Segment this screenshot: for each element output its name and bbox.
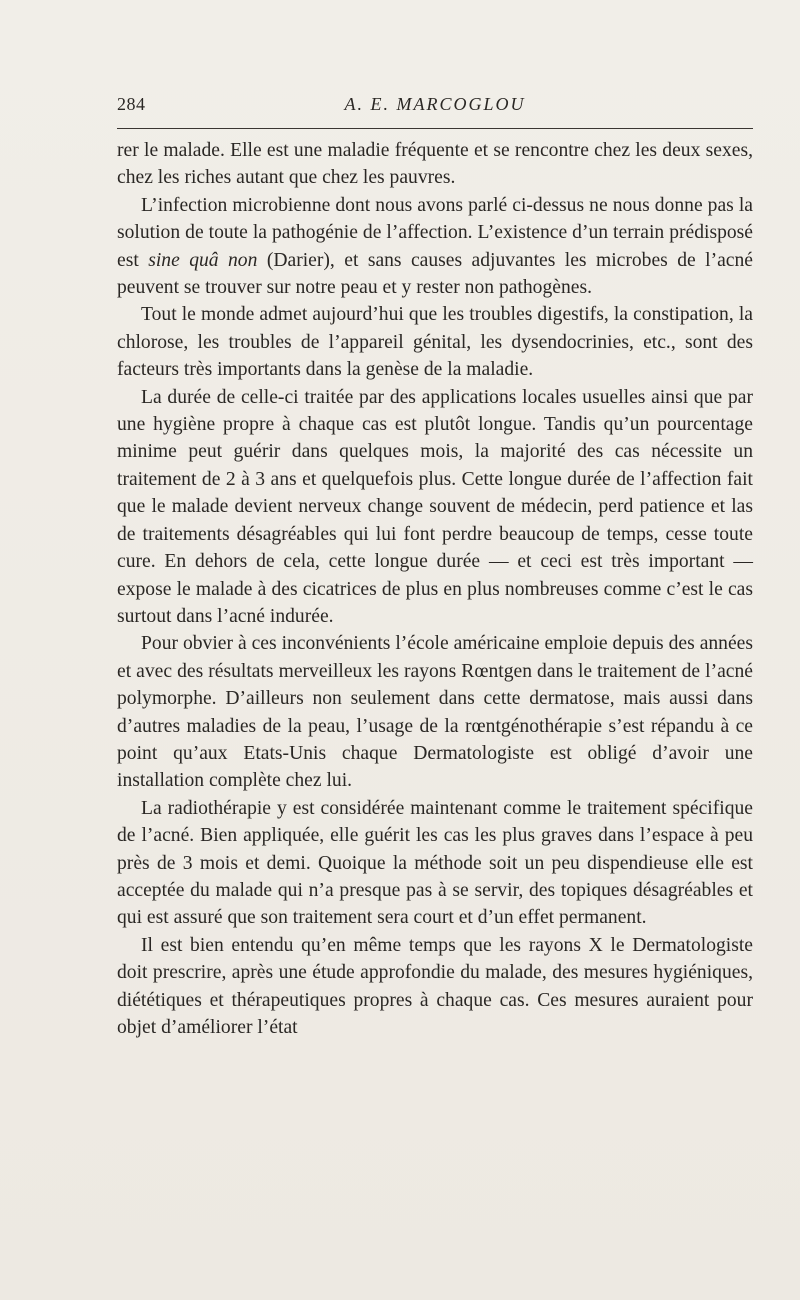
page-header	[117, 94, 753, 122]
paragraph-6: La radiothérapie y est considérée maintenant comme le traitement spécifique de l’acné. Bien appliquée, elle guérit les cas les plus graves dans l’espace à peu près de 3 mois et demi. Quoique la méthode soit un peu dispendieuse elle est acceptée du malade qui n’a presque pas à se servir, des topiques désagréables et qui est assuré que son traitement sera court et d’un effet permanent.	[117, 797, 753, 929]
paragraph-5: Pour obvier à ces inconvénients l’école américaine emploie depuis des années et avec des résultats merveilleux les rayons Rœntgen dans le traitement de l’acné polymorphe. D’ailleurs non seulement dans cette dermatose, mais aussi dans d’autres maladies de la peau, l’usage de la rœntgénothérapie s’est répandu à ce point qu’aux Etats-Unis chaque Dermatologiste est obligé d’avoir une installation complète chez lui.	[117, 633, 753, 792]
latin-phrase: sine quâ non	[148, 249, 258, 271]
paragraph-7: Il est bien entendu qu’en même temps que les rayons X le Dermatologiste doit prescrire, après une étude approfondie du malade, des mesures hygiéniques, diététiques et thérapeutiques propres à chaque cas. Ces mesures auraient pour objet d’améliorer l’état	[117, 934, 753, 1038]
paragraph-2-text-b: (Darier), et sans causes adjuvantes les microbes de l’acné peuvent se trouver sur notre peau et y rester non pathogènes.	[117, 249, 753, 299]
paragraph-1: rer le malade. Elle est une maladie fréquente et se rencontre chez les deux sexes, chez les riches autant que chez les pauvres.	[117, 140, 753, 189]
header-rule	[117, 128, 753, 129]
page-number: 284	[117, 94, 146, 114]
paragraph-2	[117, 192, 753, 302]
paragraph-2-text-a: L’infection microbienne dont nous avons parlé ci-dessus ne nous donne pas la solution de toute la pathogénie de l’affection. L’existence d’un terrain prédisposé est	[117, 194, 753, 271]
running-title: A. E. MARCOGLOU	[344, 94, 526, 114]
paragraph-4: La durée de celle-ci traitée par des applications locales usuelles ainsi que par une hygiène propre à chaque cas est plutôt longue. Tandis qu’un pourcentage minime peut guérir dans quelques mois, la majorité des cas nécessite un traitement de 2 à 3 ans et quelquefois plus. Cette longue durée de l’affection fait que le malade devient nerveux change souvent de médecin, perd patience et las de traitements désagréables qui lui font perdre beaucoup de temps, cesse toute cure. En dehors de cela, cette longue durée — et ceci est très important — expose le malade à des cicatrices de plus en plus nombreuses comme c’est le cas surtout dans l’acné indurée.	[117, 386, 753, 627]
paragraph-3: Tout le monde admet aujourd’hui que les troubles digestifs, la constipation, la chlorose, les troubles de l’appareil génital, les dysendocrinies, etc., sont des facteurs très importants dans la genèse de la maladie.	[117, 304, 753, 381]
body-text	[117, 137, 753, 1041]
